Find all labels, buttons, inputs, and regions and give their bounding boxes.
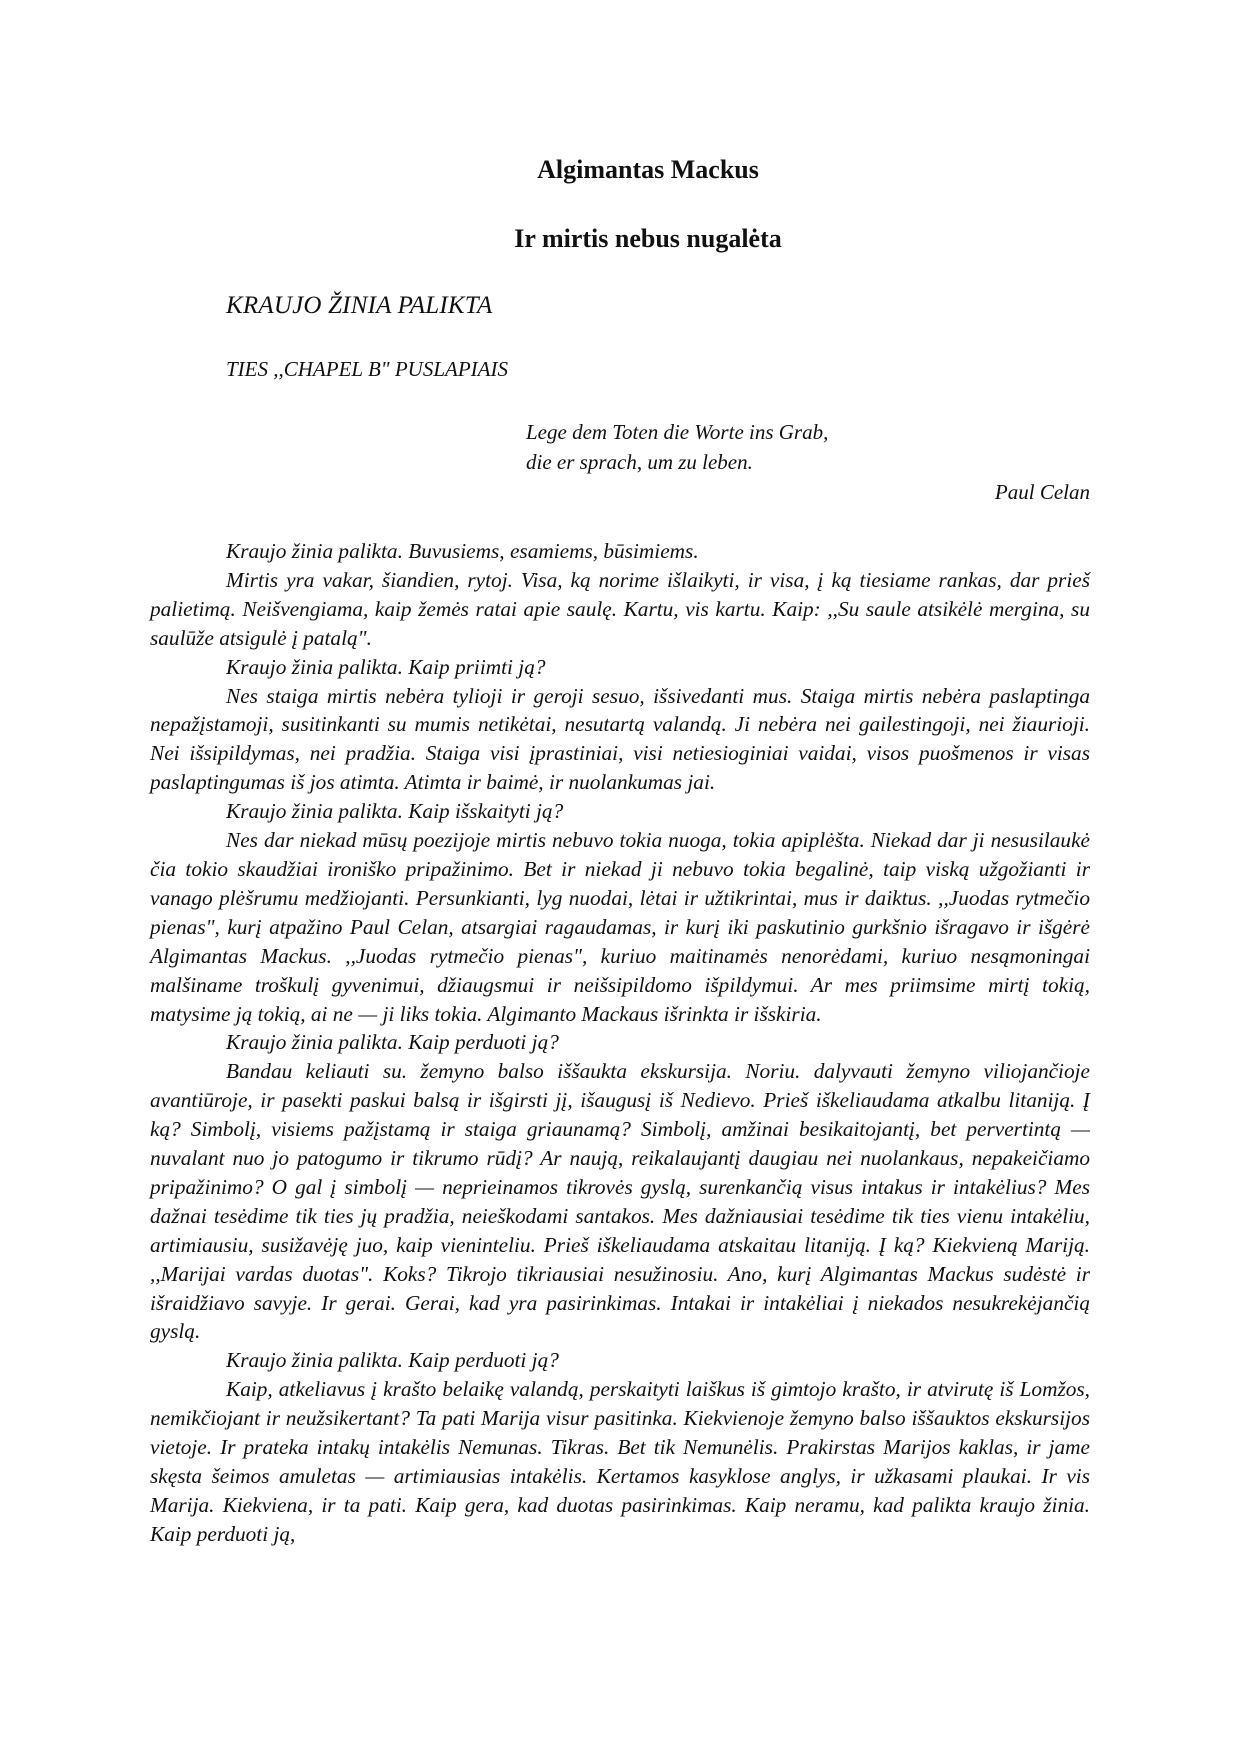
paragraph: Kraujo žinia palikta. Kaip išskaityti ją? bbox=[226, 799, 564, 824]
paragraph: Kraujo žinia palikta. Kaip priimti ją? bbox=[226, 654, 546, 679]
subsection-title: TIES ,,CHAPEL B" PUSLAPIAIS bbox=[226, 357, 508, 381]
paragraph: Kaip, atkeliavus į krašto belaikę valandą, perskaityti laiškus iš gimtojo krašto, ir atvirutę iš Lomžos, nemikčiojant ir neužsikertant? Ta pati Marija visur pasitinka. Kiekvienoje žemyno balso iššauktos ekskursijos vietoje. Ir prateka intakų intakėlis Nemunas. Tikras. Bet tik Nemunėlis. Prakirstas Marijos kaklas, ir jame skęsta šeimos amuletas — artimiausias intakėlis. Kertamos kasyklose anglys, ir užkasami plaukai. Ir vis Marija. Kiekviena, ir ta pati. Kaip gera, kad duotas pasirinkimas. Kaip neramu, kad palikta kraujo žinia. Kaip perduoti ją, bbox=[150, 1377, 1090, 1546]
epigraph-line-2: die er sprach, um zu leben. bbox=[526, 450, 753, 474]
paragraph: Mirtis yra vakar, šiandien, rytoj. Visa, ką norime išlaikyti, ir visa, į ką tiesiame rankas, dar prieš palietimą. Neišvengiama, kaip žemės ratai apie saulę. Kartu, vis kartu. Kaip: ,,Su saule atsikėlė mergina, su saulūže atsigulė į patalą". bbox=[150, 567, 1090, 650]
section-title: KRAUJO ŽINIA PALIKTA bbox=[226, 292, 493, 319]
body-text bbox=[150, 537, 1090, 1549]
paragraph: Nes dar niekad mūsų poezijoje mirtis nebuvo tokia nuoga, tokia apiplėšta. Niekad dar ji nesusilaukė čia tokio skaudžiai ironiško pripažinimo. Bet ir niekad ji nebuvo tokia begalinė, taip viską užgožianti ir vanago plėšrumu medžiojanti. Persunkianti, lyg nuodai, lėtai ir užtikrintai, mus ir daiktus. ,,Juodas rytmečio pienas", kurį atpažino Paul Celan, atsargiai ragaudamas, ir kurį iki paskutinio gurkšnio išragavo ir išgėrė Algimantas Mackus. ,,Juodas rytmečio pienas", kuriuo maitinamės nenorėdami, kuriuo nesąmoningai malšiname troškulį gyvenimui, džiaugsmui ir neišsipildomo išpildymui. Ar mes priimsime mirtį tokią, matysime ją tokią, ai ne — ji liks tokia. Algimanto Mackaus išrinkta ir išskiria. bbox=[150, 828, 1090, 1026]
epigraph-author: Paul Celan bbox=[994, 480, 1090, 504]
paragraph: Bandau keliauti su. žemyno balso iššaukta ekskursija. Noriu. dalyvauti žemyno viliojančioje avantiūroje, ir pasekti paskui balsą ir išgirsti jį, išaugusį iš Nedievo. Prieš iškeliaudama atkalbu litaniją. Į ką? Simbolį, visiems pažįstamą ir staiga griaunamą? Simbolį, amžinai besikaitojantį, bet pervertintą — nuvalant nuo jo patogumo ir tikrumo rūdį? Ar naują, reikalaujantį daugiau nei nuolankaus, nepakeičiamo pripažinimo? O gal į simbolį — neprieinamos tikrovės gyslą, surenkančią visus intakus ir intakėlius? Mes dažnai tesėdime tik ties jų pradžia, neieškodami santakos. Mes dažniausiai tesėdime tik ties vienu intakėliu, artimiausiu, susižavėję juo, kaip vieninteliu. Prieš iškeliaudama atskaitau litaniją. Į ką? Kiekvieną Mariją. ,,Marijai vardas duotas". Koks? Tikrojo tikriausiai nesužinosiu. Ano, kurį Algimantas Mackus sudėstė ir išraidžiavo savyje. Ir gerai. Gerai, kad yra pasirinkimas. Intakai ir intakėliai į niekados nesukrekėjančią gyslą. bbox=[150, 1059, 1090, 1344]
author-name: Algimantas Mackus bbox=[537, 155, 759, 184]
paragraph: Kraujo žinia palikta. Kaip perduoti ją? bbox=[226, 1348, 559, 1373]
epigraph-line-1: Lege dem Toten die Worte ins Grab, bbox=[526, 420, 829, 444]
epigraph bbox=[526, 417, 828, 477]
book-title: Ir mirtis nebus nugalėta bbox=[514, 224, 782, 253]
paragraph: Kraujo žinia palikta. Kaip perduoti ją? bbox=[226, 1030, 559, 1055]
paragraph: Kraujo žinia palikta. Buvusiems, esamiems, būsimiems. bbox=[226, 539, 699, 563]
paragraph: Nes staiga mirtis nebėra tylioji ir geroji sesuo, išsivedanti mus. Staiga mirtis nebėra paslaptinga nepažįstamoji, susitinkanti su mumis netikėtai, nesutartą valandą. Ji nebėra nei gailestingoji, nei žiaurioji. Nei išsipildymas, nei pradžia. Staiga visi įprastiniai, visi netiesioginiai vaidai, visos puošmenos ir visas paslaptingumas iš jos atimta. Atimta ir baimė, ir nuolankumas jai. bbox=[150, 683, 1090, 795]
